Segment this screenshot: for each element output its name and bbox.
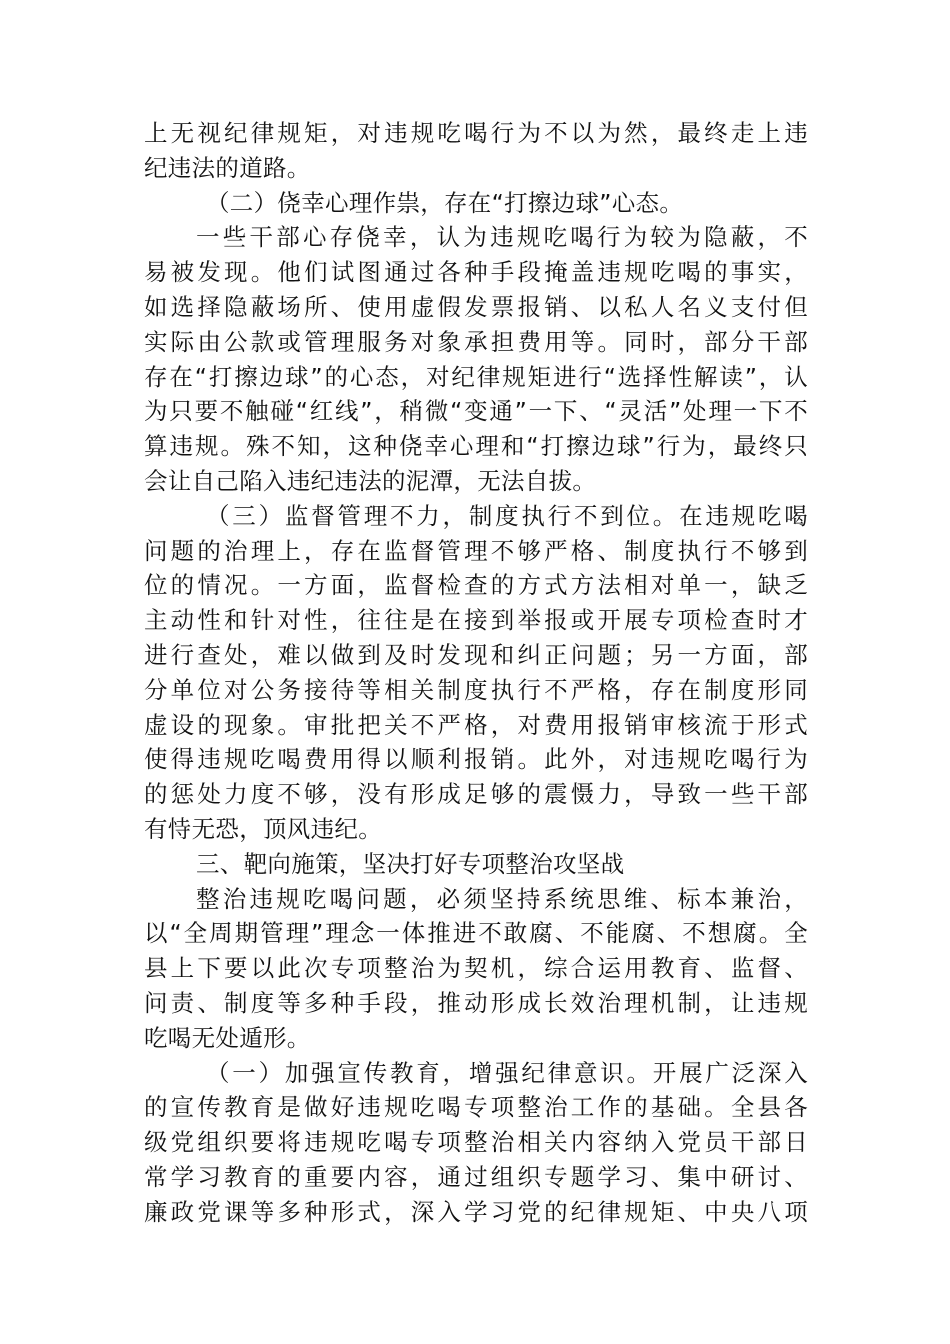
document-line: 主动性和针对性，往往是在接到举报或开展专项检查时才	[144, 606, 808, 635]
document-line: （一）加强宣传教育，增强纪律意识。开展广泛深入	[206, 1058, 808, 1087]
document-line: 为只要不触碰“红线”，稍微“变通”一下、“灵活”处理一下不	[144, 397, 808, 426]
document-line: 易被发现。他们试图通过各种手段掩盖违规吃喝的事实，	[144, 258, 808, 287]
document-line: 算违规。殊不知，这种侥幸心理和“打擦边球”行为，最终只	[144, 432, 808, 461]
document-line: 的惩处力度不够，没有形成足够的震慑力，导致一些干部	[144, 780, 808, 809]
document-line: 县上下要以此次专项整治为契机，综合运用教育、监督、	[144, 954, 808, 983]
section-heading: 三、靶向施策，坚决打好专项整治攻坚战	[196, 849, 625, 878]
document-line: （二）侥幸心理作祟，存在“打擦边球”心态。	[206, 188, 684, 217]
document-line: 进行查处，难以做到及时发现和纠正问题；另一方面，部	[144, 640, 808, 669]
document-line: 有恃无恐，顶风违纪。	[144, 814, 382, 843]
document-line: 分单位对公务接待等相关制度执行不严格，存在制度形同	[144, 675, 808, 704]
document-line: 整治违规吃喝问题，必须坚持系统思维、标本兼治，	[196, 884, 808, 913]
document-line: 存在“打擦边球”的心态，对纪律规矩进行“选择性解读”，认	[144, 362, 808, 391]
document-line: 如选择隐蔽场所、使用虚假发票报销、以私人名义支付但	[144, 292, 808, 321]
document-line: 纪违法的道路。	[144, 153, 311, 182]
document-line: 吃喝无处遁形。	[144, 1023, 311, 1052]
document-line: 上无视纪律规矩，对违规吃喝行为不以为然，最终走上违	[144, 119, 808, 147]
document-line: 会让自己陷入违纪违法的泥潭，无法自拔。	[144, 466, 597, 495]
document-line: 使得违规吃喝费用得以顺利报销。此外，对违规吃喝行为	[144, 745, 808, 774]
document-body	[144, 116, 808, 1230]
document-line: 位的情况。一方面，监督检查的方式方法相对单一，缺乏	[144, 571, 808, 600]
document-line: 虚设的现象。审批把关不严格，对费用报销审核流于形式	[144, 710, 808, 739]
document-line: 实际由公款或管理服务对象承担费用等。同时，部分干部	[144, 327, 808, 356]
document-line: 以“全周期管理”理念一体推进不敢腐、不能腐、不想腐。全	[144, 919, 808, 948]
document-line: 一些干部心存侥幸，认为违规吃喝行为较为隐蔽，不	[196, 223, 808, 252]
document-line: 廉政党课等多种形式，深入学习党的纪律规矩、中央八项	[144, 1197, 808, 1226]
document-line: 级党组织要将违规吃喝专项整治相关内容纳入党员干部日	[144, 1128, 808, 1157]
document-line: 问题的治理上，存在监督管理不够严格、制度执行不够到	[144, 536, 808, 565]
document-line: 问责、制度等多种手段，推动形成长效治理机制，让违规	[144, 988, 808, 1017]
document-line: 常学习教育的重要内容，通过组织专题学习、集中研讨、	[144, 1162, 808, 1191]
document-line: （三）监督管理不力，制度执行不到位。在违规吃喝	[206, 501, 808, 530]
document-line: 的宣传教育是做好违规吃喝专项整治工作的基础。全县各	[144, 1093, 808, 1122]
